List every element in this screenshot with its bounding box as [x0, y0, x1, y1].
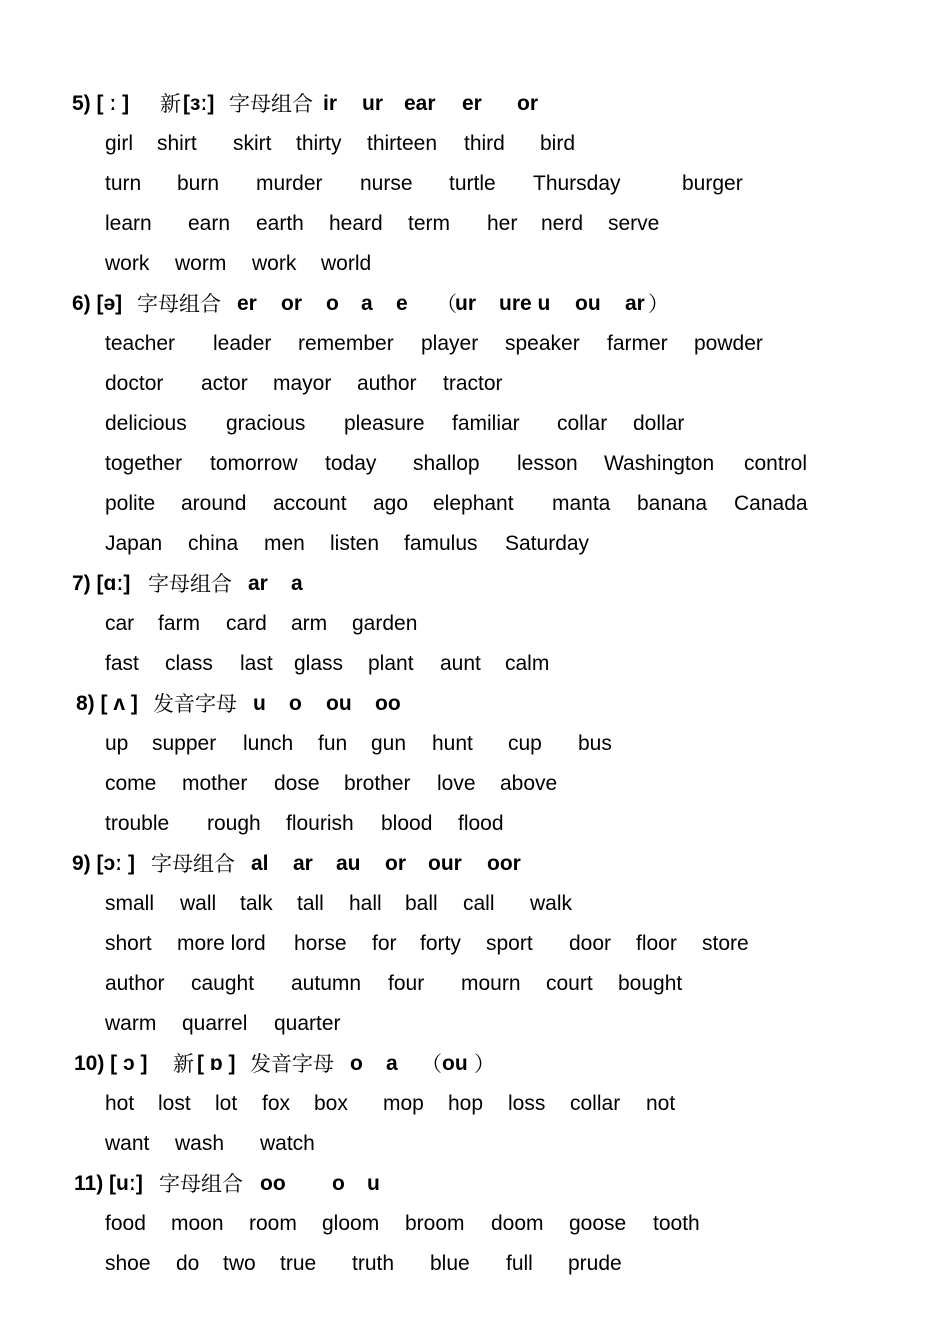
word-calm: calm	[505, 652, 550, 675]
word-men: men	[264, 532, 305, 555]
heading-chinese-label: 新	[173, 1052, 194, 1076]
heading-chinese-label: 发音字母	[250, 1052, 334, 1076]
word-fun: fun	[318, 732, 348, 755]
section-heading	[0, 844, 950, 884]
word-floor: floor	[636, 932, 677, 955]
word-thirty: thirty	[296, 132, 342, 155]
word-mop: mop	[383, 1092, 424, 1115]
word-small: small	[105, 892, 155, 915]
word-polite: polite	[105, 492, 156, 515]
heading-token: oo	[260, 1172, 286, 1195]
word-flourish: flourish	[286, 812, 354, 835]
word-lot: lot	[215, 1092, 238, 1115]
word-warm: warm	[105, 1012, 157, 1035]
word-listen: listen	[330, 532, 380, 555]
word-famulus: famulus	[404, 532, 478, 555]
word-moon: moon	[171, 1212, 224, 1235]
word-turn: turn	[105, 172, 142, 195]
word-skirt: skirt	[233, 132, 272, 155]
section-heading	[0, 684, 950, 724]
word-gloom: gloom	[322, 1212, 380, 1235]
heading-token: au	[336, 852, 361, 875]
word-blood: blood	[381, 812, 433, 835]
word-lunch: lunch	[243, 732, 294, 755]
word-pleasure: pleasure	[344, 412, 425, 435]
word-work: work	[252, 252, 297, 275]
word-room: room	[249, 1212, 297, 1235]
word-tractor: tractor	[443, 372, 503, 395]
word-control: control	[744, 452, 808, 475]
heading-token: u	[253, 692, 266, 715]
word-four: four	[388, 972, 425, 995]
heading-token: u	[367, 1172, 380, 1195]
heading-token: 8) [ ʌ ]	[76, 692, 138, 715]
word-flood: flood	[458, 812, 504, 835]
word-row	[0, 604, 950, 644]
word-burger: burger	[682, 172, 743, 195]
word-plant: plant	[368, 652, 414, 675]
word-teacher: teacher	[105, 332, 176, 355]
heading-token: 9) [ɔː ]	[72, 852, 135, 875]
word-sport: sport	[486, 932, 533, 955]
word-up: up	[105, 732, 129, 755]
word-watch: watch	[260, 1132, 315, 1155]
word-goose: goose	[569, 1212, 627, 1235]
word-japan: Japan	[105, 532, 163, 555]
word-mother: mother	[182, 772, 248, 795]
word-row	[0, 484, 950, 524]
heading-token: 11) [uː]	[74, 1172, 143, 1195]
section-heading	[0, 1164, 950, 1204]
word-court: court	[546, 972, 593, 995]
word-row	[0, 164, 950, 204]
heading-token: [ɜː]	[183, 92, 215, 115]
word-row	[0, 204, 950, 244]
heading-chinese-label: 新	[160, 92, 181, 116]
section-heading	[0, 284, 950, 324]
word-row	[0, 764, 950, 804]
word-china: china	[188, 532, 239, 555]
word-two: two	[223, 1252, 256, 1275]
word-arm: arm	[291, 612, 328, 635]
heading-token: ur	[455, 292, 476, 315]
word-cup: cup	[508, 732, 542, 755]
heading-token: ou	[326, 692, 352, 715]
word-box: box	[314, 1092, 348, 1115]
word-row	[0, 884, 950, 924]
heading-token: oor	[487, 852, 521, 875]
word-true: true	[280, 1252, 317, 1275]
word-author: author	[357, 372, 417, 395]
word-together: together	[105, 452, 183, 475]
word-tall: tall	[297, 892, 324, 915]
word-familiar: familiar	[452, 412, 520, 435]
word-thirteen: thirteen	[367, 132, 438, 155]
word-serve: serve	[608, 212, 660, 235]
word-row	[0, 1244, 950, 1284]
word-today: today	[325, 452, 377, 475]
word-learn: learn	[105, 212, 152, 235]
word-turtle: turtle	[449, 172, 496, 195]
word-third: third	[464, 132, 505, 155]
word-row	[0, 924, 950, 964]
heading-token: oo	[375, 692, 401, 715]
word-want: want	[105, 1132, 150, 1155]
word-ago: ago	[373, 492, 409, 515]
word-come: come	[105, 772, 157, 795]
word-brother: brother	[344, 772, 411, 795]
word-shoe: shoe	[105, 1252, 151, 1275]
heading-token: ur	[362, 92, 383, 115]
word-powder: powder	[694, 332, 763, 355]
word-do: do	[176, 1252, 200, 1275]
word-blue: blue	[430, 1252, 470, 1275]
word-her: her	[487, 212, 518, 235]
heading-chinese-label: 字母组合	[148, 572, 232, 596]
word-banana: banana	[637, 492, 708, 515]
word-row	[0, 1004, 950, 1044]
word-row	[0, 964, 950, 1004]
heading-token: ou	[575, 292, 601, 315]
word-walk: walk	[530, 892, 573, 915]
word-row	[0, 124, 950, 164]
section-heading	[0, 1044, 950, 1084]
heading-token: ear	[404, 92, 436, 115]
heading-token: o	[350, 1052, 363, 1075]
heading-token: or	[517, 92, 538, 115]
heading-token: or	[385, 852, 406, 875]
heading-token: a	[361, 292, 373, 315]
heading-chinese-label: ）	[648, 292, 669, 316]
word-tooth: tooth	[653, 1212, 700, 1235]
word-elephant: elephant	[433, 492, 514, 515]
word-fox: fox	[262, 1092, 291, 1115]
word-broom: broom	[405, 1212, 465, 1235]
word-leader: leader	[213, 332, 272, 355]
word-speaker: speaker	[505, 332, 580, 355]
word-love: love	[437, 772, 476, 795]
word-hunt: hunt	[432, 732, 473, 755]
word-canada: Canada	[734, 492, 808, 515]
heading-token: o	[289, 692, 302, 715]
word-shallop: shallop	[413, 452, 480, 475]
heading-chinese-label: （	[421, 1052, 442, 1076]
word-shirt: shirt	[157, 132, 197, 155]
heading-token: 5) [ ː ]	[72, 92, 130, 115]
word-collar: collar	[557, 412, 608, 435]
heading-chinese-label: ）	[474, 1052, 495, 1076]
word-class: class	[165, 652, 213, 675]
word-mourn: mourn	[461, 972, 521, 995]
heading-token: [ ɒ ]	[197, 1052, 236, 1075]
word-rough: rough	[207, 812, 261, 835]
word-row	[0, 364, 950, 404]
word-lost: lost	[158, 1092, 191, 1115]
word-murder: murder	[256, 172, 323, 195]
word-fast: fast	[105, 652, 139, 675]
word-row	[0, 724, 950, 764]
heading-token: ure u	[499, 292, 551, 315]
word-last: last	[240, 652, 273, 675]
word-hall: hall	[349, 892, 382, 915]
heading-token: 7) [ɑː]	[72, 572, 131, 595]
word-thursday: Thursday	[533, 172, 621, 195]
word-glass: glass	[294, 652, 344, 675]
word-burn: burn	[177, 172, 220, 195]
word-car: car	[105, 612, 135, 635]
word-player: player	[421, 332, 479, 355]
word-aunt: aunt	[440, 652, 481, 675]
heading-token: ar	[248, 572, 268, 595]
word-actor: actor	[201, 372, 248, 395]
heading-token: ir	[323, 92, 338, 115]
word-washington: Washington	[604, 452, 715, 475]
word-quarter: quarter	[274, 1012, 341, 1035]
word-supper: supper	[152, 732, 217, 755]
word-more-lord: more lord	[177, 932, 266, 955]
word-trouble: trouble	[105, 812, 170, 835]
word-card: card	[226, 612, 267, 635]
heading-token: ar	[293, 852, 313, 875]
word-autumn: autumn	[291, 972, 362, 995]
word-around: around	[181, 492, 247, 515]
word-saturday: Saturday	[505, 532, 590, 555]
word-call: call	[463, 892, 495, 915]
word-store: store	[702, 932, 749, 955]
word-nurse: nurse	[360, 172, 413, 195]
word-talk: talk	[240, 892, 273, 915]
word-food: food	[105, 1212, 146, 1235]
word-mayor: mayor	[273, 372, 332, 395]
word-above: above	[500, 772, 558, 795]
word-prude: prude	[568, 1252, 622, 1275]
word-world: world	[321, 252, 372, 275]
word-manta: manta	[552, 492, 611, 515]
word-row	[0, 804, 950, 844]
word-author: author	[105, 972, 165, 995]
heading-token: er	[462, 92, 482, 115]
word-row	[0, 404, 950, 444]
heading-token: ar	[625, 292, 645, 315]
heading-token: 10) [ ɔ ]	[74, 1052, 148, 1075]
word-nerd: nerd	[541, 212, 584, 235]
word-farmer: farmer	[607, 332, 668, 355]
word-door: door	[569, 932, 612, 955]
word-truth: truth	[352, 1252, 395, 1275]
word-bus: bus	[578, 732, 612, 755]
word-wall: wall	[180, 892, 217, 915]
heading-token: our	[428, 852, 462, 875]
word-ball: ball	[405, 892, 438, 915]
word-row	[0, 324, 950, 364]
heading-chinese-label: 字母组合	[151, 852, 235, 876]
word-dollar: dollar	[633, 412, 685, 435]
word-bird: bird	[540, 132, 576, 155]
word-for: for	[372, 932, 397, 955]
word-bought: bought	[618, 972, 683, 995]
word-hot: hot	[105, 1092, 135, 1115]
word-row	[0, 444, 950, 484]
word-dose: dose	[274, 772, 320, 795]
word-delicious: delicious	[105, 412, 187, 435]
word-row	[0, 644, 950, 684]
word-row	[0, 244, 950, 284]
heading-token: a	[386, 1052, 398, 1075]
heading-token: a	[291, 572, 303, 595]
heading-chinese-label: 字母组合	[159, 1172, 243, 1196]
word-farm: farm	[158, 612, 200, 635]
word-term: term	[408, 212, 450, 235]
word-lesson: lesson	[517, 452, 578, 475]
word-collar: collar	[570, 1092, 621, 1115]
word-heard: heard	[329, 212, 383, 235]
heading-token: o	[326, 292, 339, 315]
heading-token: al	[251, 852, 269, 875]
word-horse: horse	[294, 932, 347, 955]
word-account: account	[273, 492, 347, 515]
word-girl: girl	[105, 132, 134, 155]
heading-chinese-label: （	[436, 292, 457, 316]
word-worm: worm	[175, 252, 227, 275]
word-gracious: gracious	[226, 412, 306, 435]
word-forty: forty	[420, 932, 461, 955]
heading-chinese-label: 发音字母	[153, 692, 237, 716]
word-hop: hop	[448, 1092, 484, 1115]
word-caught: caught	[191, 972, 255, 995]
word-loss: loss	[508, 1092, 546, 1115]
word-not: not	[646, 1092, 676, 1115]
word-row	[0, 1084, 950, 1124]
word-earn: earn	[188, 212, 231, 235]
word-short: short	[105, 932, 152, 955]
heading-token: ou	[442, 1052, 468, 1075]
word-garden: garden	[352, 612, 418, 635]
word-quarrel: quarrel	[182, 1012, 248, 1035]
section-heading	[0, 564, 950, 604]
heading-chinese-label: 字母组合	[137, 292, 221, 316]
heading-chinese-label: 字母组合	[229, 92, 313, 116]
word-remember: remember	[298, 332, 394, 355]
word-row	[0, 524, 950, 564]
heading-token: er	[237, 292, 257, 315]
heading-token: o	[332, 1172, 345, 1195]
word-row	[0, 1204, 950, 1244]
heading-token: or	[281, 292, 302, 315]
heading-token: e	[396, 292, 408, 315]
heading-token: 6) [ə]	[72, 292, 123, 315]
word-doctor: doctor	[105, 372, 164, 395]
word-doom: doom	[491, 1212, 544, 1235]
section-heading	[0, 84, 950, 124]
word-tomorrow: tomorrow	[210, 452, 298, 475]
word-gun: gun	[371, 732, 407, 755]
word-wash: wash	[175, 1132, 225, 1155]
word-work: work	[105, 252, 150, 275]
word-earth: earth	[256, 212, 304, 235]
word-row	[0, 1124, 950, 1164]
word-full: full	[506, 1252, 533, 1275]
